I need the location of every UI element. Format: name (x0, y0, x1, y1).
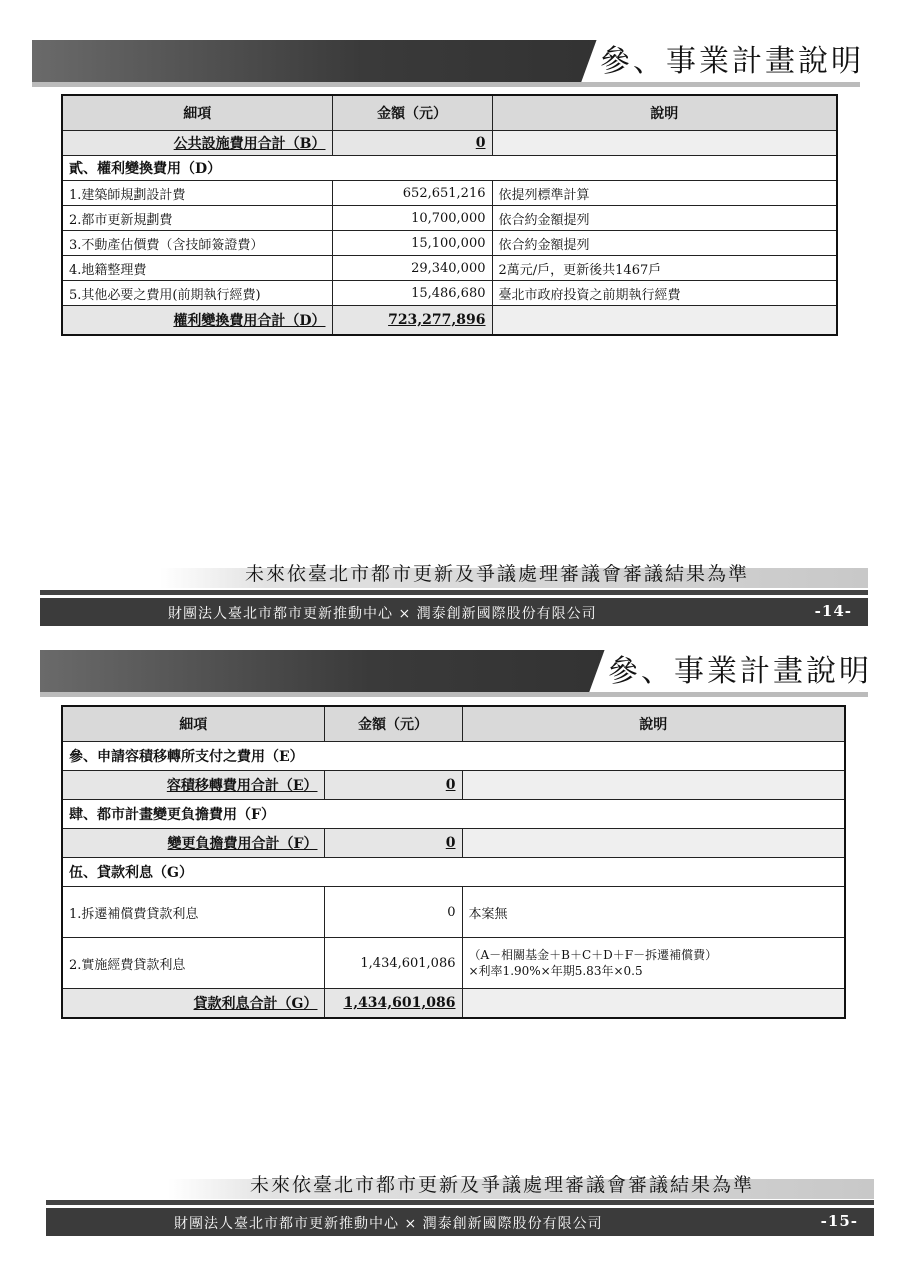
item-note (462, 938, 845, 989)
item-amount: 10,700,000 (332, 206, 492, 231)
total-label: 貸款利息合計（G） (62, 989, 324, 1019)
page-15 (0, 620, 900, 1256)
section-row (62, 858, 845, 887)
table-header-row (62, 706, 845, 742)
note-cell (462, 989, 845, 1019)
disclaimer-text: 未來依臺北市都市更新及爭議處理審議會審議結果為準 (250, 1174, 755, 1196)
table-row (62, 256, 837, 281)
subtotal-amount: 0 (332, 131, 492, 156)
page-title: 參、事業計畫說明 (600, 44, 864, 79)
total-amount: 723,277,896 (332, 306, 492, 336)
item-label: 2.實施經費貸款利息 (62, 938, 324, 989)
note-cell (462, 771, 845, 800)
column-header: 細項 (62, 95, 332, 131)
header-underline (40, 692, 868, 697)
footer-bar (46, 1208, 874, 1236)
item-label: 1.拆遷補償費貸款利息 (62, 887, 324, 938)
cost-table (61, 705, 846, 1019)
page-number: -14- (814, 602, 852, 620)
table-row (62, 938, 845, 989)
header-underline (32, 82, 860, 87)
subtotal-amount: 0 (324, 829, 462, 858)
item-amount: 15,486,680 (332, 281, 492, 306)
item-note: 2萬元/戶，更新後共1467戶 (492, 256, 837, 281)
item-note: 依合約金額提列 (492, 206, 837, 231)
table-row (62, 181, 837, 206)
column-header: 金額（元） (332, 95, 492, 131)
subtotal-row (62, 771, 845, 800)
formula-line: （A－相關基金＋B＋C＋D＋F－拆遷補償費） (468, 948, 718, 962)
total-amount: 1,434,601,086 (324, 989, 462, 1019)
page-title: 參、事業計畫說明 (608, 654, 872, 689)
subtotal-label: 公共設施費用合計（B） (62, 131, 332, 156)
item-label: 4.地籍整理費 (62, 256, 332, 281)
item-amount: 29,340,000 (332, 256, 492, 281)
note-cell (492, 131, 837, 156)
section-row (62, 800, 845, 829)
column-header: 說明 (462, 706, 845, 742)
cost-table (61, 94, 838, 336)
section-heading: 參、申請容積移轉所支付之費用（E） (62, 742, 845, 771)
column-header: 細項 (62, 706, 324, 742)
table-row (62, 231, 837, 256)
item-amount: 0 (324, 887, 462, 938)
item-label: 2.都市更新規劃費 (62, 206, 332, 231)
formula-line: ×利率1.90%×年期5.83年×0.5 (468, 964, 643, 978)
item-amount: 15,100,000 (332, 231, 492, 256)
note-cell (492, 306, 837, 336)
total-row (62, 306, 837, 336)
subtotal-label: 容積移轉費用合計（E） (62, 771, 324, 800)
section-heading: 伍、貸款利息（G） (62, 858, 845, 887)
footer-text: 財團法人臺北市都市更新推動中心 × 潤泰創新國際股份有限公司 (168, 606, 597, 622)
table-row (62, 281, 837, 306)
page-number: -15- (820, 1212, 858, 1230)
subtotal-row (62, 829, 845, 858)
item-amount: 652,651,216 (332, 181, 492, 206)
item-label: 3.不動產估價費（含技師簽證費） (62, 231, 332, 256)
column-header: 說明 (492, 95, 837, 131)
note-cell (462, 829, 845, 858)
total-row (62, 989, 845, 1019)
footer-text: 財團法人臺北市都市更新推動中心 × 潤泰創新國際股份有限公司 (174, 1216, 603, 1232)
subtotal-label: 變更負擔費用合計（F） (62, 829, 324, 858)
column-header: 金額（元） (324, 706, 462, 742)
subtotal-amount: 0 (324, 771, 462, 800)
table-row (62, 887, 845, 938)
item-label: 1.建築師規劃設計費 (62, 181, 332, 206)
disclaimer-text: 未來依臺北市都市更新及爭議處理審議會審議結果為準 (245, 563, 750, 585)
item-amount: 1,434,601,086 (324, 938, 462, 989)
footer-rule (46, 1200, 874, 1205)
footer-rule (40, 590, 868, 595)
section-row (62, 742, 845, 771)
item-note: 臺北市政府投資之前期執行經費 (492, 281, 837, 306)
subtotal-row (62, 131, 837, 156)
item-note: 依合約金額提列 (492, 231, 837, 256)
section-row (62, 156, 837, 181)
section-heading: 貳、權利變換費用（D） (62, 156, 837, 181)
total-label: 權利變換費用合計（D） (62, 306, 332, 336)
item-note: 本案無 (462, 887, 845, 938)
table-row (62, 206, 837, 231)
table-header-row (62, 95, 837, 131)
item-label: 5.其他必要之費用(前期執行經費) (62, 281, 332, 306)
section-heading: 肆、都市計畫變更負擔費用（F） (62, 800, 845, 829)
item-note: 依提列標準計算 (492, 181, 837, 206)
